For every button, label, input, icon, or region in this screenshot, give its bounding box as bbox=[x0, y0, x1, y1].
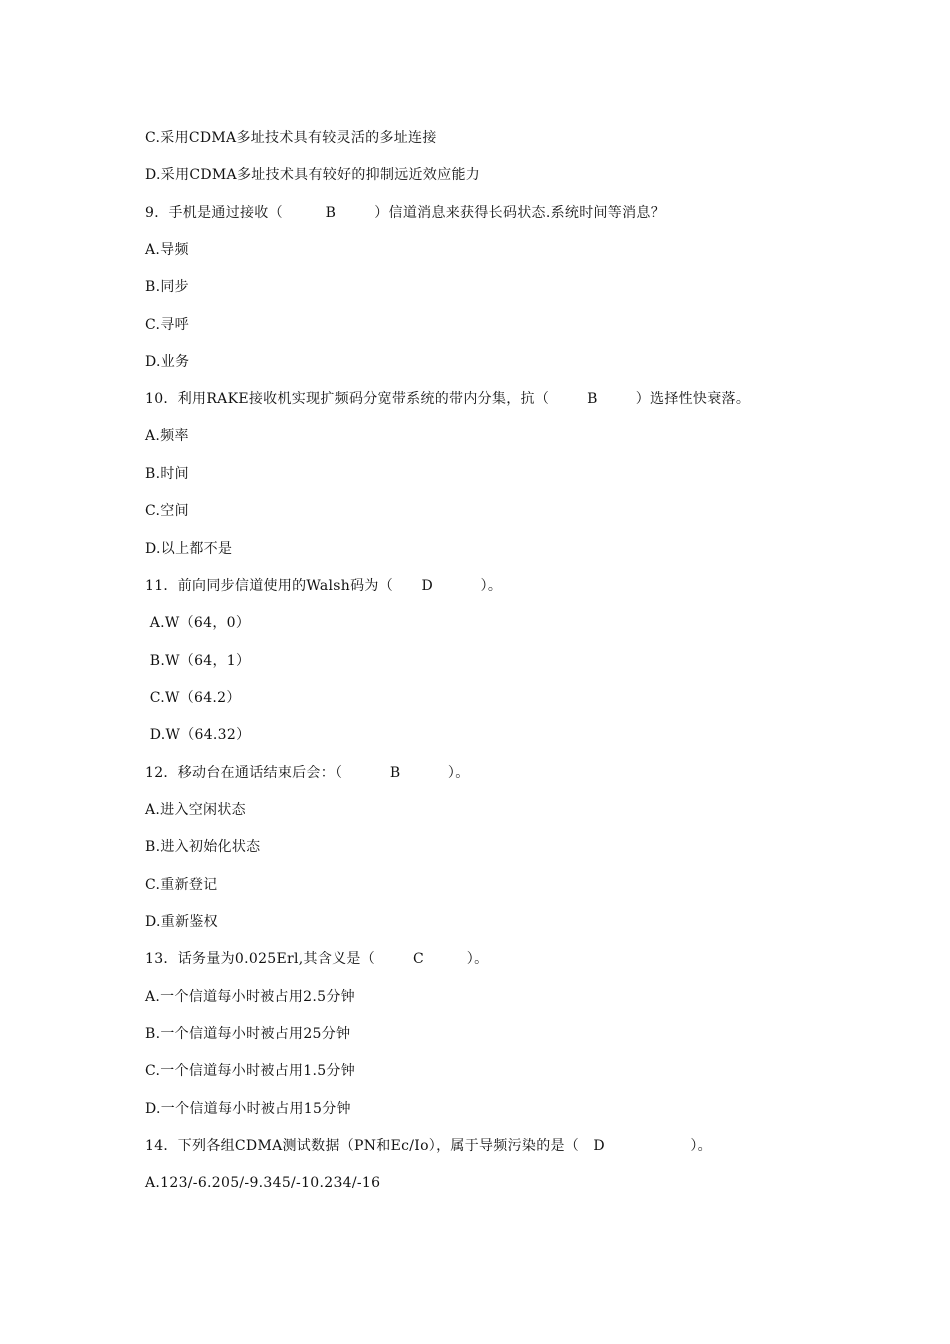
option-d-q12: D.重新鉴权 bbox=[145, 914, 218, 930]
option-c-q12: C.重新登记 bbox=[145, 877, 218, 893]
option-d-q8: D.采用CDMA多址技术具有较好的抑制远近效应能力 bbox=[145, 167, 481, 183]
option-d-q13: D.一个信道每小时被占用15分钟 bbox=[145, 1101, 351, 1117]
option-b-q9: B.同步 bbox=[145, 279, 189, 295]
question-11: 11．前向同步信道使用的Walsh码为（ D ）。 bbox=[145, 578, 503, 594]
option-a-q14: A.123/-6.205/-9.345/-10.234/-16 bbox=[145, 1175, 381, 1191]
option-c-q13: C.一个信道每小时被占用1.5分钟 bbox=[145, 1063, 356, 1079]
option-b-q12: B.进入初始化状态 bbox=[145, 839, 261, 855]
question-10: 10．利用RAKE接收机实现扩频码分宽带系统的带内分集，抗（ B ）选择性快衰落。 bbox=[145, 391, 751, 407]
option-d-q9: D.业务 bbox=[145, 354, 190, 370]
option-d-q10: D.以上都不是 bbox=[145, 541, 233, 557]
question-13: 13．话务量为0.025Erl,其含义是（ C ）。 bbox=[145, 951, 489, 967]
question-9: 9．手机是通过接收（ B ）信道消息来获得长码状态.系统时间等消息？ bbox=[145, 205, 665, 221]
option-a-q13: A.一个信道每小时被占用2.5分钟 bbox=[145, 989, 355, 1005]
option-a-q11: A.W（64，0） bbox=[145, 615, 251, 631]
option-c-q8: C.采用CDMA多址技术具有较灵活的多址连接 bbox=[145, 130, 437, 146]
question-14: 14．下列各组CDMA测试数据（PN和Ec/Io），属于导频污染的是（ D ）。 bbox=[145, 1138, 712, 1154]
option-b-q11: B.W（64，1） bbox=[145, 653, 251, 669]
option-c-q9: C.寻呼 bbox=[145, 317, 189, 333]
question-12: 12．移动台在通话结束后会：（ B ）。 bbox=[145, 765, 470, 781]
option-c-q10: C.空间 bbox=[145, 503, 189, 519]
option-a-q12: A.进入空闲状态 bbox=[145, 802, 246, 818]
option-b-q13: B.一个信道每小时被占用25分钟 bbox=[145, 1026, 351, 1042]
option-a-q9: A.导频 bbox=[145, 242, 189, 258]
option-a-q10: A.频率 bbox=[145, 428, 189, 444]
option-d-q11: D.W（64.32） bbox=[145, 727, 251, 743]
option-c-q11: C.W（64.2） bbox=[145, 690, 241, 706]
option-b-q10: B.时间 bbox=[145, 466, 189, 482]
